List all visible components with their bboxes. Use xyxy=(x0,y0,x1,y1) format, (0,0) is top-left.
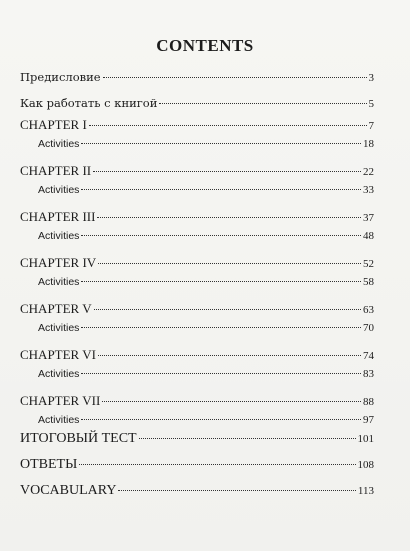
dot-leader xyxy=(79,464,355,465)
toc-entry-activities-6 xyxy=(20,366,374,382)
toc-entry-final-test xyxy=(20,428,374,450)
toc-entry-activities-5 xyxy=(20,320,374,336)
toc-entry-label: CHAPTER IV xyxy=(20,255,97,270)
toc-page-number: 58 xyxy=(363,276,374,288)
toc-page-number: 74 xyxy=(363,350,374,362)
toc-entry-label: Activities xyxy=(38,322,80,334)
toc-entry-answers xyxy=(20,454,374,476)
dot-leader xyxy=(139,438,356,439)
toc-entry-label: ОТВЕТЫ xyxy=(20,457,78,472)
dot-leader xyxy=(81,373,361,374)
toc-entry-label: Activities xyxy=(38,138,80,150)
toc-entry-label: CHAPTER V xyxy=(20,301,92,316)
toc-entry-how-to-use xyxy=(20,92,374,114)
toc-page-number: 18 xyxy=(363,138,374,150)
toc-entry-vocabulary xyxy=(20,480,374,502)
toc-page-number: 3 xyxy=(368,72,374,84)
toc-page-number: 63 xyxy=(363,304,374,316)
toc-entry-label: ИТОГОВЫЙ ТЕСТ xyxy=(20,431,137,446)
toc-page-number: 33 xyxy=(363,184,374,196)
dot-leader xyxy=(81,189,361,190)
dot-leader xyxy=(94,309,361,310)
table-of-contents xyxy=(20,66,374,502)
dot-leader xyxy=(98,355,361,356)
page-title: CONTENTS xyxy=(156,36,254,55)
toc-entry-chapter-6 xyxy=(20,344,374,366)
dot-leader xyxy=(102,401,361,402)
dot-leader xyxy=(118,490,355,491)
toc-page-number: 70 xyxy=(363,322,374,334)
toc-entry-activities-2 xyxy=(20,182,374,198)
toc-page-number: 101 xyxy=(357,433,374,445)
dot-leader xyxy=(81,143,361,144)
toc-entry-label: CHAPTER VII xyxy=(20,393,101,408)
dot-leader xyxy=(103,77,367,78)
toc-entry-label: VOCABULARY xyxy=(20,483,117,498)
toc-entry-label: Activities xyxy=(38,184,80,196)
toc-entry-label: CHAPTER II xyxy=(20,163,92,178)
toc-page-number: 37 xyxy=(363,212,374,224)
toc-entry-label: Как работать с книгой xyxy=(20,96,158,110)
toc-page-number: 5 xyxy=(368,98,374,110)
dot-leader xyxy=(98,263,361,264)
toc-page-number: 97 xyxy=(363,414,374,426)
dot-leader xyxy=(93,171,361,172)
toc-entry-activities-4 xyxy=(20,274,374,290)
toc-entry-activities-3 xyxy=(20,228,374,244)
dot-leader xyxy=(81,281,361,282)
toc-entry-preface xyxy=(20,66,374,88)
toc-page-number: 22 xyxy=(363,166,374,178)
toc-entry-chapter-2 xyxy=(20,160,374,182)
toc-entry-label: Activities xyxy=(38,276,80,288)
toc-entry-chapter-7 xyxy=(20,390,374,412)
toc-page-number: 48 xyxy=(363,230,374,242)
toc-page-number: 83 xyxy=(363,368,374,380)
toc-entry-chapter-4 xyxy=(20,252,374,274)
toc-entry-activities-7 xyxy=(20,412,374,428)
toc-entry-label: CHAPTER III xyxy=(20,209,96,224)
toc-entry-chapter-3 xyxy=(20,206,374,228)
toc-entry-label: Activities xyxy=(38,230,80,242)
toc-entry-chapter-1 xyxy=(20,114,374,136)
toc-entry-label: Activities xyxy=(38,414,80,426)
toc-page-number: 52 xyxy=(363,258,374,270)
toc-entry-label: Предисловие xyxy=(20,70,101,84)
toc-entry-chapter-5 xyxy=(20,298,374,320)
toc-page-number: 88 xyxy=(363,396,374,408)
dot-leader xyxy=(81,419,361,420)
toc-entry-activities-1 xyxy=(20,136,374,152)
toc-entry-label: CHAPTER VI xyxy=(20,347,96,362)
toc-entry-label: CHAPTER I xyxy=(20,117,87,132)
dot-leader xyxy=(81,235,361,236)
toc-page-number: 108 xyxy=(357,459,374,471)
dot-leader xyxy=(81,327,361,328)
dot-leader xyxy=(89,125,367,126)
toc-entry-label: Activities xyxy=(38,368,80,380)
toc-page-number: 7 xyxy=(368,120,374,132)
toc-page-number: 113 xyxy=(357,485,374,497)
dot-leader xyxy=(97,217,361,218)
dot-leader xyxy=(159,103,366,104)
